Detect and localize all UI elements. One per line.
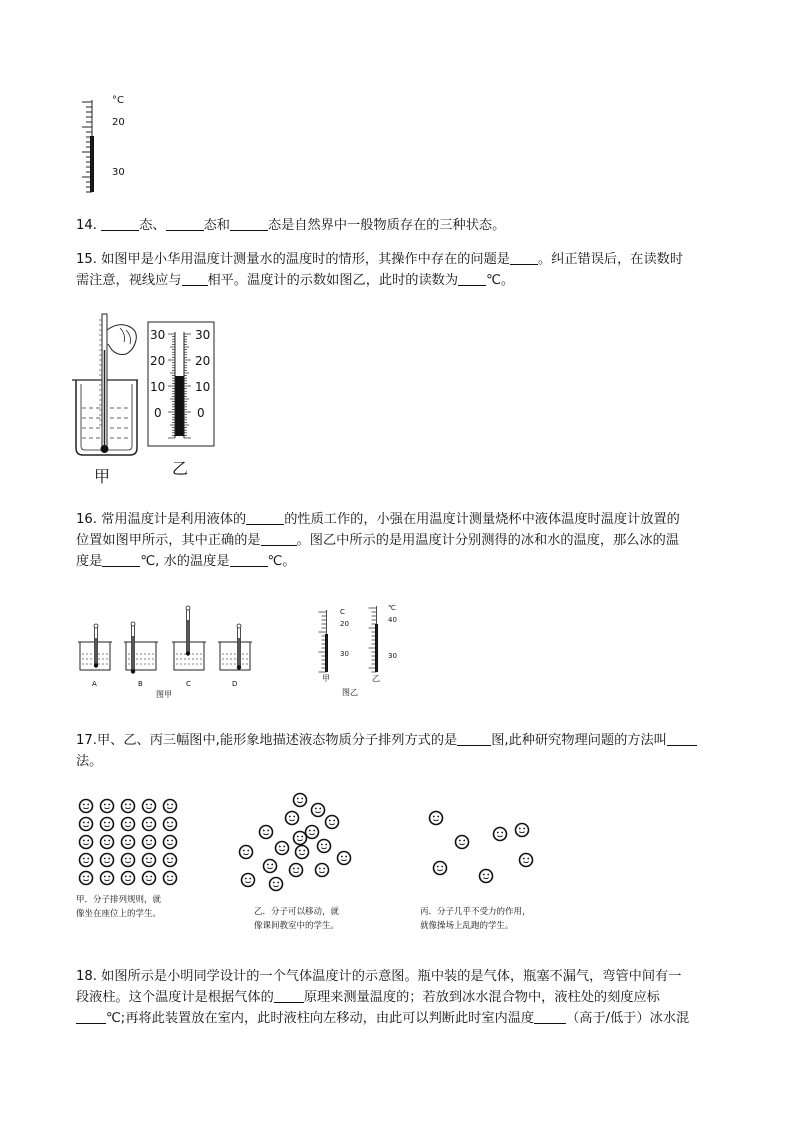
molecule-icon [101,836,114,849]
q16-fig-yi-caption: 图乙 [342,688,358,697]
molecule-icon [122,800,135,813]
molecule-icon [122,836,135,849]
beaker-label-c: C [186,680,191,688]
molecule-icon [434,862,447,875]
molecule-icon [143,872,156,885]
molecule-icon [122,854,135,867]
question-14: 14. 态、 态和 态是自然界中一般物质存在的三种状态。 [76,218,506,233]
q17-caption-bing-1: 丙．分子几乎不受力的作用， [420,907,531,917]
q16-left-label: 甲 [322,674,330,683]
q16-figure-jia [76,604,256,700]
q16-right-tick-30: 30 [388,652,397,660]
q15-label-jia: 甲 [94,467,111,486]
q15-scale-left-30: 30 [150,328,166,342]
question-15: 15. 如图甲是小华用温度计测量水的温度时的情形，其操作中存在的问题是 。纠正错误后，在读数时 需注意，视线应与 相平。温度计的示数如图乙，此时的读数为 ℃。 [76,252,684,288]
molecule-icon [164,836,177,849]
q16-left-tick-20: 20 [340,620,349,628]
question-18: 18. 如图所示是小明同学设计的一个气体温度计的示意图。瓶中装的是气体，瓶塞不漏气，弯管中间有一 段液柱。这个温度计是根据气体的 原理来测量温度的；若放到冰水混合物中，液柱处的刻度应标 ℃;再将此装置放在室内，此时液柱向左移动，由此可以判断此时室内温度 （高于/低于）冰水混 [76,969,690,1026]
q15-blank-2[interactable] [182,271,208,286]
molecule-icon [260,826,273,839]
beaker-icon [78,624,112,670]
molecule-icon [312,804,325,817]
q15-scale-left-0: 0 [154,406,162,420]
q16-right-unit: ℃ [388,604,396,612]
q18-blank-2[interactable] [76,1009,106,1024]
q17-blank-2[interactable] [667,731,697,746]
molecule-icon [122,818,135,831]
beaker-icon [124,622,158,674]
molecule-icon [290,864,303,877]
molecule-icon [326,816,339,829]
q14-blank-3[interactable] [230,216,268,231]
molecule-icon [338,852,351,865]
molecule-icon [143,800,156,813]
molecule-icon [430,812,443,825]
molecule-icon [286,812,299,825]
q17-caption-yi-2: 像课间教室中的学生。 [254,921,340,931]
molecule-icon [164,872,177,885]
beaker-icon [172,606,206,670]
molecule-icon [80,818,93,831]
q16-blank-2[interactable] [261,531,297,546]
molecule-icon [516,824,529,837]
molecule-icon [80,872,93,885]
q16-figure-yi [310,602,420,698]
q18-blank-1[interactable] [274,988,304,1003]
molecule-icon [80,800,93,813]
q17-caption-jia-1: 甲．分子排列规则，就 [76,895,162,905]
beaker-label-b: B [138,680,143,688]
molecule-icon [164,800,177,813]
q18-blank-3[interactable] [534,1009,566,1024]
molecule-icon [480,870,493,883]
q15-blank-1[interactable] [510,250,538,265]
top-thermo-tick-30: 30 [112,167,125,178]
molecule-icon [306,826,319,839]
q17-molecule-figures [70,790,550,940]
beaker-icon [218,624,252,670]
molecule-icon [240,846,253,859]
q15-scale-left-10: 10 [150,380,166,394]
q15-scale-right-0: 0 [197,406,205,420]
molecule-icon [143,854,156,867]
top-thermo-unit: °C [112,95,124,106]
q16-left-tick-30: 30 [340,650,349,658]
q16-left-unit: C [340,608,345,616]
molecule-icon [318,840,331,853]
molecule-icon [101,872,114,885]
beaker-label-d: D [232,680,238,688]
molecule-icon [276,842,289,855]
molecule-icon [122,872,135,885]
molecule-icon [80,836,93,849]
q17-caption-bing-2: 就像操场上乱跑的学生。 [420,921,514,931]
q14-blank-1[interactable] [101,216,139,231]
molecule-icon [520,854,533,867]
q15-scale-left-20: 20 [150,354,166,368]
molecule-icon [101,854,114,867]
molecule-icon [456,836,469,849]
q16-right-label: 乙 [372,674,380,683]
q16-fig-jia-caption: 图甲 [156,690,172,699]
q15-blank-3[interactable] [458,271,486,286]
q16-blank-1[interactable] [246,510,284,525]
molecule-icon [164,854,177,867]
beaker-label-a: A [92,680,97,688]
top-thermo-tick-20: 20 [112,117,125,128]
q16-blank-4[interactable] [230,552,268,567]
molecule-icon [296,846,309,859]
molecule-icon [101,800,114,813]
q15-scale-right-10: 10 [195,380,211,394]
molecule-icon [294,794,307,807]
molecule-icon [101,818,114,831]
question-17: 17.甲、乙、丙三幅图中,能形象地描述液态物质分子排列方式的是 图,此种研究物理问题的方法叫 法。 [76,730,726,772]
q17-caption-jia-2: 像坐在座位上的学生。 [76,909,162,919]
q14-blank-2[interactable] [166,216,204,231]
molecule-icon [164,818,177,831]
molecule-icon [264,860,277,873]
molecule-icon [494,828,507,841]
q15-scale-right-30: 30 [195,328,211,342]
molecule-icon [242,874,255,887]
q15-label-yi: 乙 [172,459,189,478]
top-thermometer-figure [70,94,140,196]
thermometer-icon [70,94,140,196]
molecule-icon [80,854,93,867]
q17-blank-1[interactable] [457,731,491,746]
q16-right-tick-40: 40 [388,616,397,624]
molecule-icon [270,878,283,891]
q17-caption-yi-1: 乙．分子可以移动，就 [254,907,340,917]
question-16: 16. 常用温度计是利用液体的 的性质工作的，小强在用温度计测量烧杯中液体温度时温度计放置的 位置如图甲所示，其中正确的是 。图乙中所示的是用温度计分别测得的冰和水的温度，那么冰的温 度是 ℃, 水的温度是 ℃。 [76,512,680,569]
molecule-icon [316,864,329,877]
molecule-icon [143,818,156,831]
q16-blank-3[interactable] [102,552,140,567]
q15-scale-right-20: 20 [195,354,211,368]
molecule-icon [294,832,307,845]
q15-figure [68,310,228,490]
molecule-icon [143,836,156,849]
